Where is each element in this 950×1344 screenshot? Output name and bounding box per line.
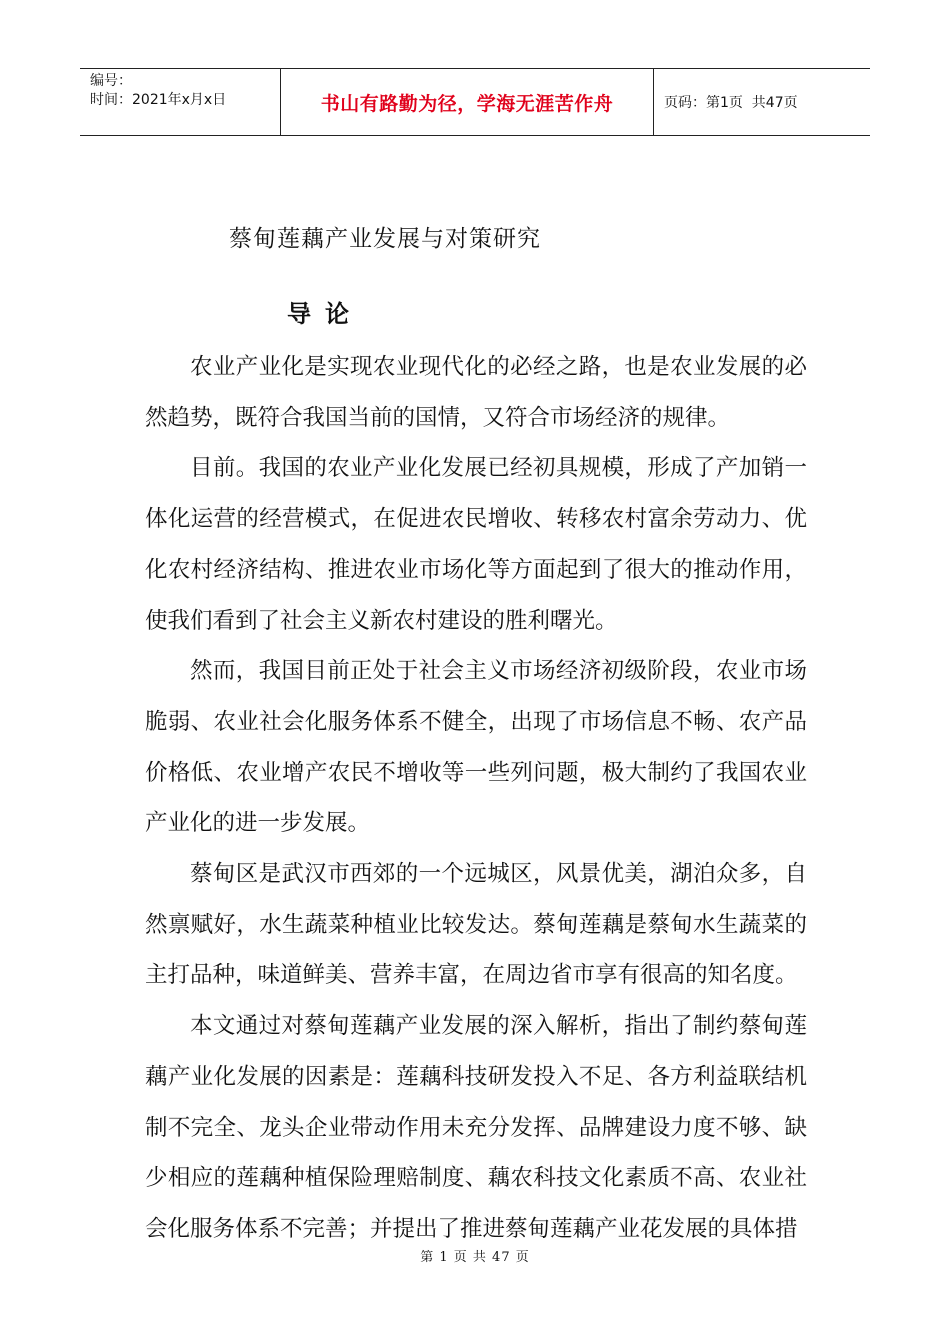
document-header	[80, 68, 870, 136]
paragraph: 蔡甸区是武汉市西郊的一个远城区，风景优美，湖泊众多，自然禀赋好，水生蔬菜种植业比较发达。蔡甸莲藕是蔡甸水生蔬菜的主打品种，味道鲜美、营养丰富，在周边省市享有很高的知名度。	[145, 861, 807, 989]
paragraph: 农业产业化是实现农业现代化的必经之路，也是农业发展的必然趋势，既符合我国当前的国情，又符合市场经济的规律。	[145, 354, 807, 431]
header-meta	[80, 69, 281, 135]
number-label: 编号：	[90, 73, 132, 89]
section-heading: 导论	[287, 300, 363, 328]
paragraph: 本文通过对蔡甸莲藕产业发展的深入解析，指出了制约蔡甸莲藕产业化发展的因素是：莲藕科技研发投入不足、各方利益联结机制不完全、龙头企业带动作用未充分发挥、品牌建设力度不够、缺少相应的莲藕种植保险理赔制度、藕农科技文化素质不高、农业社会化服务体系不完善；并提出了推进蔡甸莲藕产业花发展的具体措	[145, 1013, 807, 1242]
paragraph: 然而，我国目前正处于社会主义市场经济初级阶段，农业市场脆弱、农业社会化服务体系不健全，出现了市场信息不畅、农产品价格低、农业增产农民不增收等一些列问题，极大制约了我国农业产业化的进一步发展。	[145, 658, 807, 837]
document-title: 蔡甸莲藕产业发展与对策研究	[229, 226, 541, 252]
page-footer: 第 1 页 共 47 页	[420, 1250, 530, 1265]
document-body	[145, 342, 807, 1255]
time-label: 时间：2021年x月x日	[90, 92, 227, 108]
paragraph: 目前。我国的农业产业化发展已经初具规模，形成了产加销一体化运营的经营模式，在促进农民增收、转移农村富余劳动力、优化农村经济结构、推进农业市场化等方面起到了很大的推动作用，使我们看到了社会主义新农村建设的胜利曙光。	[145, 455, 807, 634]
header-page-info: 页码：第1页 共47页	[664, 95, 798, 111]
header-motto: 书山有路勤为径，学海无涯苦作舟	[281, 69, 654, 135]
